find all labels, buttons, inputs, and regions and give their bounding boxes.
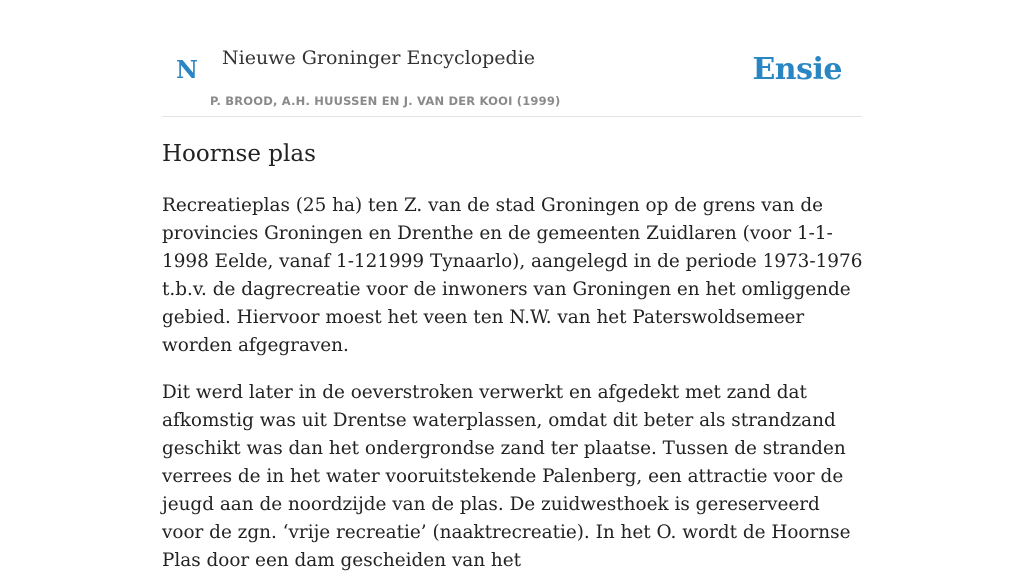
entry-title: Hoornse plas (162, 141, 316, 167)
book-title-link[interactable]: Nieuwe Groninger Encyclopedie (222, 47, 536, 69)
entry-content (162, 138, 864, 575)
header (162, 0, 862, 117)
entry-paragraph-1: Recreatieplas (25 ha) ten Z. van de stad Groningen op de grens van de provincies Groningen en Drenthe en de gemeenten Zuidlaren (voor 1-1-1998 Eelde, vanaf 1-121999 Tynaarlo), aangelegd in de periode 1973-1976 t.b.v. de dagrecreatie voor de inwoners van Groningen en het omliggende gebied. Hiervoor moest het veen ten N.W. van het Paterswoldsemeer worden afgegraven. (162, 195, 863, 356)
encyclopedia-logo[interactable]: N (176, 55, 198, 84)
ensie-brand-logo[interactable]: Ensie (752, 52, 842, 87)
entry-paragraph-2: Dit werd later in de oeverstroken verwerkt en afgedekt met zand dat afkomstig was uit Drentse waterplassen, omdat dit beter als strandzand geschikt was dan het ondergrondse zand ter plaatse. Tussen de stranden verrees de in het water vooruitstekende Palenberg, een attractie voor de jeugd aan de noordzijde van de plas. De zuidwesthoek is gereserveerd voor de zgn. ‘vrije recreatie’ (naaktrecreatie). In het O. wordt de Hoornse Plas door een dam gescheiden van het (162, 382, 851, 571)
book-authors: P. BROOD, A.H. HUUSSEN EN J. VAN DER KOOI (1999) (210, 94, 561, 108)
